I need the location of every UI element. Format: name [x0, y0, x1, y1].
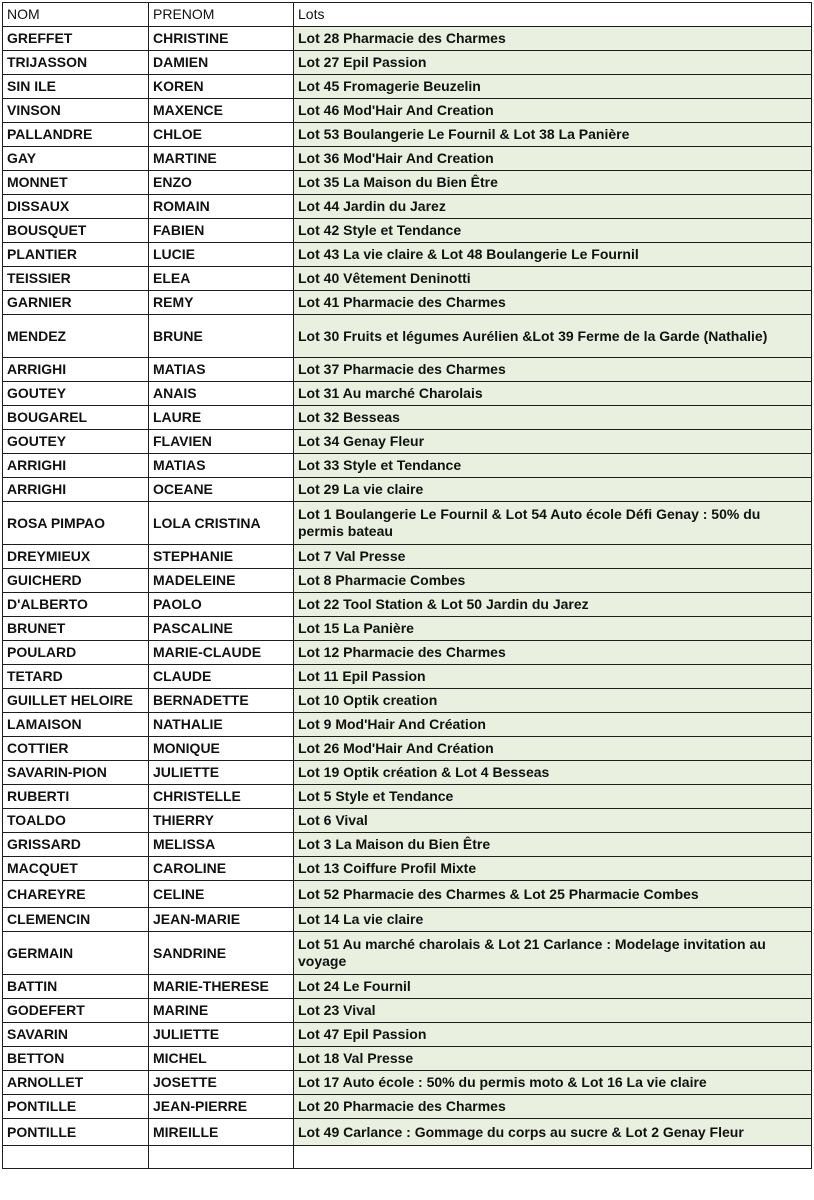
- table-row: [3, 908, 812, 932]
- prenom-cell: JEAN-MARIE: [149, 908, 294, 932]
- lot-cell: Lot 34 Genay Fleur: [294, 430, 812, 454]
- prenom-cell: KOREN: [149, 75, 294, 99]
- nom-cell: BOUGAREL: [3, 406, 149, 430]
- table-row: [3, 195, 812, 219]
- prenom-cell: NATHALIE: [149, 713, 294, 737]
- table-row: [3, 999, 812, 1023]
- prenom-cell: STEPHANIE: [149, 545, 294, 569]
- prenom-cell: JULIETTE: [149, 1023, 294, 1047]
- table-row: [3, 617, 812, 641]
- lot-cell: Lot 19 Optik création & Lot 4 Besseas: [294, 761, 812, 785]
- lot-cell: Lot 29 La vie claire: [294, 478, 812, 502]
- lot-cell: Lot 33 Style et Tendance: [294, 454, 812, 478]
- nom-cell: BOUSQUET: [3, 219, 149, 243]
- lot-cell: Lot 17 Auto école : 50% du permis moto & Lot 16 La vie claire: [294, 1071, 812, 1095]
- table-row: [3, 737, 812, 761]
- nom-cell: DREYMIEUX: [3, 545, 149, 569]
- nom-cell: BATTIN: [3, 975, 149, 999]
- lot-cell: Lot 5 Style et Tendance: [294, 785, 812, 809]
- nom-cell: PONTILLE: [3, 1119, 149, 1146]
- lot-cell: Lot 28 Pharmacie des Charmes: [294, 27, 812, 51]
- table-row: [3, 147, 812, 171]
- nom-cell: GRISSARD: [3, 833, 149, 857]
- prenom-cell: ELEA: [149, 267, 294, 291]
- table-row: [3, 382, 812, 406]
- prenom-cell: JOSETTE: [149, 1071, 294, 1095]
- prenom-cell: MONIQUE: [149, 737, 294, 761]
- prenom-cell: MARTINE: [149, 147, 294, 171]
- table-row: [3, 593, 812, 617]
- nom-cell: GREFFET: [3, 27, 149, 51]
- nom-cell: RUBERTI: [3, 785, 149, 809]
- table-row: [3, 358, 812, 382]
- lot-cell: Lot 41 Pharmacie des Charmes: [294, 291, 812, 315]
- lot-cell: Lot 31 Au marché Charolais: [294, 382, 812, 406]
- table-row: [3, 569, 812, 593]
- nom-cell: TOALDO: [3, 809, 149, 833]
- lot-cell: Lot 22 Tool Station & Lot 50 Jardin du Jarez: [294, 593, 812, 617]
- prenom-cell: MATIAS: [149, 358, 294, 382]
- empty-row: [3, 1146, 812, 1169]
- prenom-cell: MARIE-THERESE: [149, 975, 294, 999]
- nom-cell: PONTILLE: [3, 1095, 149, 1119]
- table-row: [3, 478, 812, 502]
- prenom-cell: FABIEN: [149, 219, 294, 243]
- nom-cell: GOUTEY: [3, 430, 149, 454]
- nom-cell: TETARD: [3, 665, 149, 689]
- prenom-cell: FLAVIEN: [149, 430, 294, 454]
- header-nom: NOM: [3, 3, 149, 27]
- table-row: [3, 665, 812, 689]
- prenom-cell: SANDRINE: [149, 932, 294, 975]
- table-row: [3, 219, 812, 243]
- lot-cell: Lot 3 La Maison du Bien Être: [294, 833, 812, 857]
- lot-cell: Lot 42 Style et Tendance: [294, 219, 812, 243]
- nom-cell: MENDEZ: [3, 315, 149, 358]
- prenom-cell: THIERRY: [149, 809, 294, 833]
- prenom-cell: REMY: [149, 291, 294, 315]
- lot-cell: Lot 7 Val Presse: [294, 545, 812, 569]
- table-row: [3, 502, 812, 545]
- lot-cell: Lot 35 La Maison du Bien Être: [294, 171, 812, 195]
- nom-cell: BRUNET: [3, 617, 149, 641]
- prenom-cell: ROMAIN: [149, 195, 294, 219]
- lot-cell: Lot 20 Pharmacie des Charmes: [294, 1095, 812, 1119]
- lot-cell: Lot 44 Jardin du Jarez: [294, 195, 812, 219]
- prenom-cell: ENZO: [149, 171, 294, 195]
- nom-cell: ROSA PIMPAO: [3, 502, 149, 545]
- header-lots: Lots: [294, 3, 812, 27]
- empty-cell: [294, 1146, 812, 1169]
- lot-cell: Lot 24 Le Fournil: [294, 975, 812, 999]
- lot-cell: Lot 15 La Panière: [294, 617, 812, 641]
- nom-cell: ARRIGHI: [3, 454, 149, 478]
- nom-cell: MONNET: [3, 171, 149, 195]
- lot-cell: Lot 26 Mod'Hair And Création: [294, 737, 812, 761]
- table-row: [3, 785, 812, 809]
- lot-cell: Lot 11 Epil Passion: [294, 665, 812, 689]
- nom-cell: TRIJASSON: [3, 51, 149, 75]
- nom-cell: MACQUET: [3, 857, 149, 881]
- nom-cell: GERMAIN: [3, 932, 149, 975]
- prenom-cell: MADELEINE: [149, 569, 294, 593]
- nom-cell: VINSON: [3, 99, 149, 123]
- lot-cell: Lot 8 Pharmacie Combes: [294, 569, 812, 593]
- prenom-cell: LAURE: [149, 406, 294, 430]
- empty-cell: [3, 1146, 149, 1169]
- nom-cell: GARNIER: [3, 291, 149, 315]
- lot-cell: Lot 10 Optik creation: [294, 689, 812, 713]
- nom-cell: GUILLET HELOIRE: [3, 689, 149, 713]
- table-row: [3, 99, 812, 123]
- table-row: [3, 291, 812, 315]
- nom-cell: D'ALBERTO: [3, 593, 149, 617]
- lots-table: [2, 2, 812, 1169]
- table-row: [3, 1119, 812, 1146]
- table-row: [3, 641, 812, 665]
- nom-cell: TEISSIER: [3, 267, 149, 291]
- table-row: [3, 27, 812, 51]
- table-row: [3, 123, 812, 147]
- prenom-cell: MIREILLE: [149, 1119, 294, 1146]
- lot-cell: Lot 27 Epil Passion: [294, 51, 812, 75]
- lot-cell: Lot 30 Fruits et légumes Aurélien &Lot 39 Ferme de la Garde (Nathalie): [294, 315, 812, 358]
- nom-cell: SAVARIN: [3, 1023, 149, 1047]
- prenom-cell: CAROLINE: [149, 857, 294, 881]
- nom-cell: LAMAISON: [3, 713, 149, 737]
- table-row: [3, 75, 812, 99]
- table-row: [3, 1071, 812, 1095]
- prenom-cell: CLAUDE: [149, 665, 294, 689]
- prenom-cell: JULIETTE: [149, 761, 294, 785]
- prenom-cell: MATIAS: [149, 454, 294, 478]
- table-row: [3, 809, 812, 833]
- table-row: [3, 881, 812, 908]
- prenom-cell: DAMIEN: [149, 51, 294, 75]
- table-row: [3, 1047, 812, 1071]
- lot-cell: Lot 23 Vival: [294, 999, 812, 1023]
- lot-cell: Lot 12 Pharmacie des Charmes: [294, 641, 812, 665]
- table-row: [3, 171, 812, 195]
- nom-cell: SAVARIN-PION: [3, 761, 149, 785]
- nom-cell: CLEMENCIN: [3, 908, 149, 932]
- prenom-cell: ANAIS: [149, 382, 294, 406]
- table-row: [3, 406, 812, 430]
- table-row: [3, 51, 812, 75]
- prenom-cell: MARINE: [149, 999, 294, 1023]
- prenom-cell: JEAN-PIERRE: [149, 1095, 294, 1119]
- lot-cell: Lot 51 Au marché charolais & Lot 21 Carlance : Modelage invitation au voyage: [294, 932, 812, 975]
- lot-cell: Lot 37 Pharmacie des Charmes: [294, 358, 812, 382]
- table-row: [3, 689, 812, 713]
- prenom-cell: LUCIE: [149, 243, 294, 267]
- prenom-cell: CELINE: [149, 881, 294, 908]
- lot-cell: Lot 13 Coiffure Profil Mixte: [294, 857, 812, 881]
- prenom-cell: MELISSA: [149, 833, 294, 857]
- table-row: [3, 243, 812, 267]
- lot-cell: Lot 32 Besseas: [294, 406, 812, 430]
- table-row: [3, 857, 812, 881]
- table-row: [3, 761, 812, 785]
- lot-cell: Lot 1 Boulangerie Le Fournil & Lot 54 Auto école Défi Genay : 50% du permis bateau: [294, 502, 812, 545]
- prenom-cell: LOLA CRISTINA: [149, 502, 294, 545]
- table-row: [3, 975, 812, 999]
- table-row: [3, 454, 812, 478]
- nom-cell: BETTON: [3, 1047, 149, 1071]
- lot-cell: Lot 18 Val Presse: [294, 1047, 812, 1071]
- lot-cell: Lot 14 La vie claire: [294, 908, 812, 932]
- table-row: [3, 430, 812, 454]
- nom-cell: PLANTIER: [3, 243, 149, 267]
- empty-cell: [149, 1146, 294, 1169]
- prenom-cell: BRUNE: [149, 315, 294, 358]
- nom-cell: CHAREYRE: [3, 881, 149, 908]
- prenom-cell: CHRISTINE: [149, 27, 294, 51]
- header-prenom: PRENOM: [149, 3, 294, 27]
- prenom-cell: PASCALINE: [149, 617, 294, 641]
- table-row: [3, 932, 812, 975]
- table-row: [3, 267, 812, 291]
- nom-cell: ARNOLLET: [3, 1071, 149, 1095]
- table-row: [3, 1023, 812, 1047]
- lot-cell: Lot 46 Mod'Hair And Creation: [294, 99, 812, 123]
- prenom-cell: CHRISTELLE: [149, 785, 294, 809]
- nom-cell: POULARD: [3, 641, 149, 665]
- nom-cell: DISSAUX: [3, 195, 149, 219]
- prenom-cell: MAXENCE: [149, 99, 294, 123]
- lot-cell: Lot 6 Vival: [294, 809, 812, 833]
- lot-cell: Lot 53 Boulangerie Le Fournil & Lot 38 La Panière: [294, 123, 812, 147]
- table-row: [3, 1095, 812, 1119]
- prenom-cell: OCEANE: [149, 478, 294, 502]
- nom-cell: ARRIGHI: [3, 358, 149, 382]
- table-row: [3, 545, 812, 569]
- nom-cell: PALLANDRE: [3, 123, 149, 147]
- prenom-cell: BERNADETTE: [149, 689, 294, 713]
- table-row: [3, 713, 812, 737]
- table-row: [3, 315, 812, 358]
- lot-cell: Lot 47 Epil Passion: [294, 1023, 812, 1047]
- nom-cell: GODEFERT: [3, 999, 149, 1023]
- nom-cell: GOUTEY: [3, 382, 149, 406]
- lot-cell: Lot 9 Mod'Hair And Création: [294, 713, 812, 737]
- header-row: [3, 3, 812, 27]
- lot-cell: Lot 43 La vie claire & Lot 48 Boulangerie Le Fournil: [294, 243, 812, 267]
- lot-cell: Lot 45 Fromagerie Beuzelin: [294, 75, 812, 99]
- nom-cell: SIN ILE: [3, 75, 149, 99]
- prenom-cell: PAOLO: [149, 593, 294, 617]
- lot-cell: Lot 52 Pharmacie des Charmes & Lot 25 Pharmacie Combes: [294, 881, 812, 908]
- prenom-cell: MICHEL: [149, 1047, 294, 1071]
- lot-cell: Lot 49 Carlance : Gommage du corps au sucre & Lot 2 Genay Fleur: [294, 1119, 812, 1146]
- lot-cell: Lot 36 Mod'Hair And Creation: [294, 147, 812, 171]
- prenom-cell: MARIE-CLAUDE: [149, 641, 294, 665]
- nom-cell: ARRIGHI: [3, 478, 149, 502]
- prenom-cell: CHLOE: [149, 123, 294, 147]
- table-row: [3, 833, 812, 857]
- nom-cell: GUICHERD: [3, 569, 149, 593]
- nom-cell: COTTIER: [3, 737, 149, 761]
- lot-cell: Lot 40 Vêtement Deninotti: [294, 267, 812, 291]
- nom-cell: GAY: [3, 147, 149, 171]
